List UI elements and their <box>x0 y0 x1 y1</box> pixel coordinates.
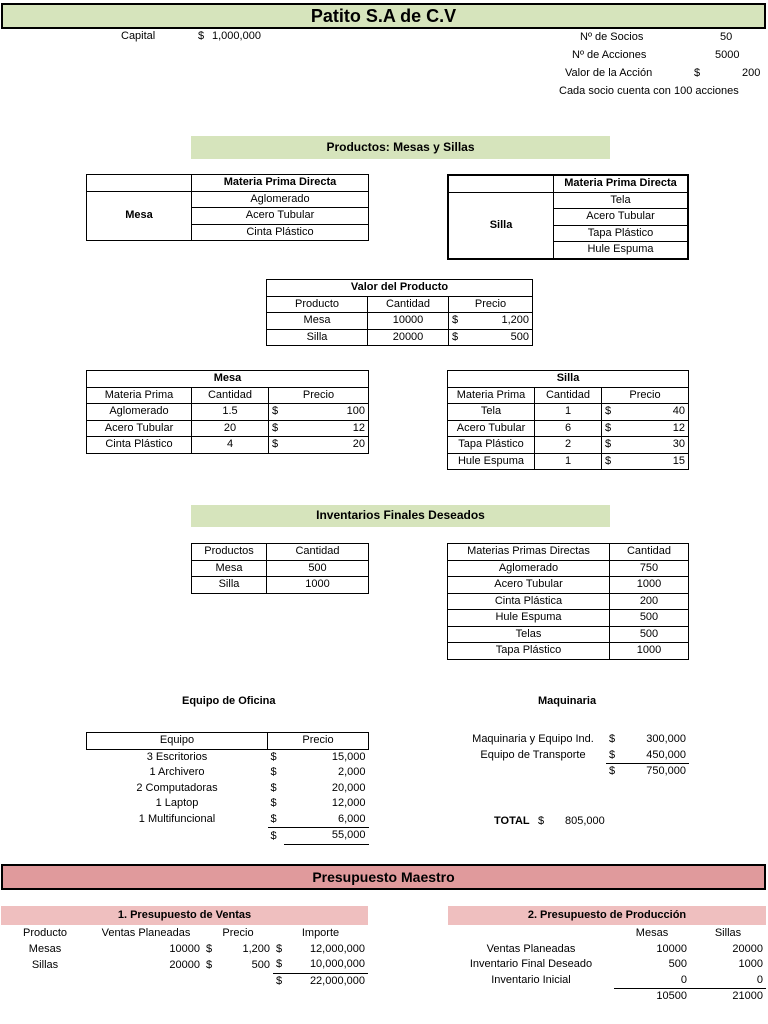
sales-cell: $ <box>273 957 287 973</box>
office-cell: $ <box>270 750 277 763</box>
silla-mp-item: Tapa Plástico <box>554 225 689 242</box>
invm-cell: 750 <box>610 560 689 577</box>
mach-cell: $ <box>606 748 622 764</box>
table-row <box>448 973 766 989</box>
sc-cell: $ <box>602 453 619 470</box>
socios-value: 50 <box>720 31 733 43</box>
sales-header: Importe <box>301 927 340 940</box>
sc-cell: Tapa Plástico <box>448 437 535 454</box>
mc-cell: 12 <box>285 420 369 437</box>
machinery-title: Maquinaria <box>538 695 597 707</box>
silla-cost-table <box>447 370 689 470</box>
valor-label: Valor de la Acción <box>565 67 653 79</box>
sc-cell: 1 <box>535 453 602 470</box>
mc-header: Precio <box>269 387 369 404</box>
office-total: 55,000 <box>284 828 369 845</box>
invp-header: Cantidad <box>267 544 369 561</box>
machinery-table <box>460 732 689 780</box>
mc-cell: $ <box>269 404 286 421</box>
prod-cell: 500 <box>668 958 687 971</box>
pv-cell: 10000 <box>368 313 449 330</box>
sales-header: Ventas Planeadas <box>101 927 191 940</box>
sc-cell: $ <box>602 437 619 454</box>
office-header: Precio <box>268 733 369 750</box>
acciones-value: 5000 <box>715 49 740 61</box>
sc-cell: Hule Espuma <box>448 453 535 470</box>
table-row <box>448 560 689 577</box>
grand-total-currency: $ <box>538 815 545 827</box>
sc-cell: 30 <box>618 437 689 454</box>
office-table <box>86 732 369 845</box>
mach-total-currency: $ <box>609 765 616 778</box>
silla-cost-title: Silla <box>448 371 689 388</box>
pv-header: Cantidad <box>368 296 449 313</box>
sc-cell: 1 <box>535 404 602 421</box>
mesa-cost-table <box>86 370 369 454</box>
invp-cell: 1000 <box>267 577 369 594</box>
prod-header: Mesas <box>635 927 669 940</box>
table-row <box>87 828 369 845</box>
pv-cell: Silla <box>267 329 368 346</box>
table-row <box>267 329 533 346</box>
invp-cell: Silla <box>192 577 267 594</box>
invp-header: Productos <box>192 544 267 561</box>
invm-cell: 200 <box>610 593 689 610</box>
invm-cell: Cinta Plástica <box>448 593 610 610</box>
table-row <box>448 643 689 660</box>
office-cell: 1 Laptop <box>155 797 199 810</box>
table-row <box>448 626 689 643</box>
sales-cell: Sillas <box>31 958 59 971</box>
pv-cell: $ <box>449 313 466 330</box>
mesa-materials-table <box>86 174 369 241</box>
table-row <box>448 989 766 1005</box>
sales-total-currency: $ <box>276 974 283 987</box>
mc-cell: $ <box>269 437 286 454</box>
sales-cell: 12,000,000 <box>309 942 365 955</box>
valor-value: 200 <box>742 67 761 79</box>
sales-cell: $ <box>276 942 283 955</box>
prod-header: Sillas <box>714 927 742 940</box>
mesa-mp-item: Aglomerado <box>192 191 369 208</box>
table-row <box>1 942 368 958</box>
table-row <box>87 404 369 421</box>
sales-header: Producto <box>22 927 68 940</box>
sales-cell: $ <box>206 942 213 955</box>
invp-cell: 500 <box>267 560 369 577</box>
mach-cell: Maquinaria y Equipo Ind. <box>472 733 594 746</box>
sales-cell: 1,200 <box>242 942 270 955</box>
silla-mp-item: Acero Tubular <box>554 209 689 226</box>
company-title: Patito S.A de C.V <box>1 3 766 29</box>
invm-cell: 1000 <box>610 643 689 660</box>
pv-header: Precio <box>449 296 533 313</box>
prod-total-sillas: 21000 <box>732 990 763 1003</box>
sc-cell: Tela <box>448 404 535 421</box>
table-row <box>448 404 689 421</box>
prod-cell: 1000 <box>738 958 763 971</box>
pv-cell: 1,200 <box>465 313 533 330</box>
mc-cell: Acero Tubular <box>87 420 192 437</box>
silla-mp-item: Tela <box>554 192 689 209</box>
pv-cell: Mesa <box>267 313 368 330</box>
sales-cell: 500 <box>251 958 270 971</box>
table-row <box>448 610 689 627</box>
inv-materials-table <box>447 543 689 660</box>
silla-mp-item: Hule Espuma <box>554 242 689 259</box>
sc-header: Precio <box>602 387 689 404</box>
invm-cell: Acero Tubular <box>448 577 610 594</box>
sc-cell: 2 <box>535 437 602 454</box>
mc-cell: 20 <box>285 437 369 454</box>
table-row <box>192 560 369 577</box>
pv-header: Producto <box>267 296 368 313</box>
table-row <box>460 732 689 748</box>
sales-cell: 20000 <box>169 958 200 971</box>
invm-cell: Hule Espuma <box>448 610 610 627</box>
prod-cell: Ventas Planeadas <box>486 942 576 955</box>
mach-cell: 450,000 <box>622 748 689 764</box>
prod-total-mesas: 10500 <box>656 990 687 1003</box>
capital-label: Capital <box>121 30 156 42</box>
products-band: Productos: Mesas y Sillas <box>191 136 610 159</box>
prod-cell: 20000 <box>732 942 763 955</box>
office-cell: $ <box>270 766 277 779</box>
product-value-table <box>266 279 533 346</box>
sc-cell: 40 <box>618 404 689 421</box>
office-cell: 2,000 <box>337 766 366 779</box>
sales-budget-title: 1. Presupuesto de Ventas <box>1 906 368 925</box>
table-row <box>87 420 369 437</box>
invm-cell: Aglomerado <box>448 560 610 577</box>
capital-value: 1,000,000 <box>212 30 261 42</box>
table-row <box>87 796 369 812</box>
table-row <box>1 973 368 989</box>
sc-header: Cantidad <box>535 387 602 404</box>
prod-cell: 0 <box>614 973 690 989</box>
sc-cell: $ <box>602 404 619 421</box>
sales-header: Precio <box>222 927 254 940</box>
production-budget-title: 2. Presupuesto de Producción <box>448 906 766 925</box>
invm-cell: Telas <box>448 626 610 643</box>
sales-total: 22,000,000 <box>309 974 365 987</box>
table-row <box>448 593 689 610</box>
silla-product-label: Silla <box>448 192 554 259</box>
prod-cell: 10000 <box>656 942 687 955</box>
mach-cell: $ <box>609 733 616 746</box>
office-cell: 12,000 <box>331 797 366 810</box>
office-cell: $ <box>270 781 277 794</box>
capital-currency: $ <box>198 30 205 42</box>
valor-currency: $ <box>694 67 701 79</box>
mach-cell: 300,000 <box>646 733 686 746</box>
master-budget-band: Presupuesto Maestro <box>1 864 766 890</box>
table-row <box>192 577 369 594</box>
sales-cell: $ <box>206 958 213 971</box>
table-row <box>87 437 369 454</box>
grand-total-value: 805,000 <box>565 815 605 827</box>
office-cell: 6,000 <box>284 812 369 828</box>
sc-cell: 12 <box>618 420 689 437</box>
inv-products-table <box>191 543 369 594</box>
office-cell: 2 Computadoras <box>136 781 218 794</box>
prod-cell: 0 <box>690 973 766 989</box>
table-row <box>448 577 689 594</box>
mc-header: Materia Prima <box>87 387 192 404</box>
office-title: Equipo de Oficina <box>182 695 276 707</box>
mc-cell: 20 <box>192 420 269 437</box>
mesa-mp-header: Materia Prima Directa <box>192 175 369 192</box>
office-cell: 1 Archivero <box>149 766 205 779</box>
product-value-title: Valor del Producto <box>267 280 533 297</box>
invm-cell: Tapa Plástico <box>448 643 610 660</box>
pv-cell: $ <box>449 329 466 346</box>
invm-cell: 500 <box>610 610 689 627</box>
sales-cell: 10,000,000 <box>287 957 368 973</box>
invm-header: Materias Primas Directas <box>448 544 610 561</box>
invm-cell: 500 <box>610 626 689 643</box>
invm-header: Cantidad <box>610 544 689 561</box>
pv-cell: 20000 <box>368 329 449 346</box>
socios-label: Nº de Socios <box>580 31 644 43</box>
invm-cell: 1000 <box>610 577 689 594</box>
table-row <box>1 957 368 973</box>
office-cell: 20,000 <box>331 781 366 794</box>
table-row <box>87 749 369 765</box>
mc-cell: Aglomerado <box>87 404 192 421</box>
mesa-cost-title: Mesa <box>87 371 369 388</box>
table-row <box>87 765 369 781</box>
mesa-mp-item: Cinta Plástico <box>192 224 369 241</box>
mc-cell: 1.5 <box>192 404 269 421</box>
invp-cell: Mesa <box>192 560 267 577</box>
mc-cell: 4 <box>192 437 269 454</box>
sc-header: Materia Prima <box>448 387 535 404</box>
sc-cell: 6 <box>535 420 602 437</box>
table-row <box>87 781 369 797</box>
table-row <box>448 420 689 437</box>
acciones-note: Cada socio cuenta con 100 acciones <box>559 85 739 97</box>
office-cell: 1 Multifuncional <box>138 813 216 825</box>
table-row <box>460 764 689 780</box>
table-row <box>448 453 689 470</box>
table-row <box>448 942 766 958</box>
mach-cell: Equipo de Transporte <box>480 749 586 761</box>
production-budget-table <box>448 926 766 1005</box>
prod-cell: Inventario Final Deseado <box>469 958 593 971</box>
grand-total-label: TOTAL <box>494 815 530 827</box>
prod-cell: Inventario Inicial <box>491 974 571 986</box>
office-header: Equipo <box>87 733 268 750</box>
table-row <box>460 748 689 764</box>
sc-cell: $ <box>602 420 619 437</box>
mesa-mp-item: Acero Tubular <box>192 208 369 225</box>
silla-mp-header: Materia Prima Directa <box>554 175 689 192</box>
office-cell: 15,000 <box>331 750 366 763</box>
sales-budget-table <box>1 926 368 989</box>
table-row <box>267 313 533 330</box>
silla-materials-table <box>447 174 689 260</box>
pv-cell: 500 <box>465 329 533 346</box>
sc-cell: 15 <box>618 453 689 470</box>
sales-cell: Mesas <box>28 942 62 955</box>
mc-header: Cantidad <box>192 387 269 404</box>
table-row <box>448 957 766 973</box>
mach-total: 750,000 <box>646 765 686 778</box>
acciones-label: Nº de Acciones <box>572 49 647 61</box>
sc-cell: Acero Tubular <box>448 420 535 437</box>
office-cell: $ <box>270 797 277 810</box>
mc-cell: $ <box>269 420 286 437</box>
table-row <box>448 437 689 454</box>
sales-cell: 10000 <box>169 942 200 955</box>
office-total-currency: $ <box>270 829 277 842</box>
mesa-product-label: Mesa <box>87 191 192 241</box>
table-row <box>87 812 369 828</box>
mc-cell: 100 <box>285 404 369 421</box>
inventory-band: Inventarios Finales Deseados <box>191 505 610 527</box>
mc-cell: Cinta Plástico <box>87 437 192 454</box>
office-cell: 3 Escritorios <box>146 750 208 763</box>
office-cell: $ <box>268 812 284 828</box>
